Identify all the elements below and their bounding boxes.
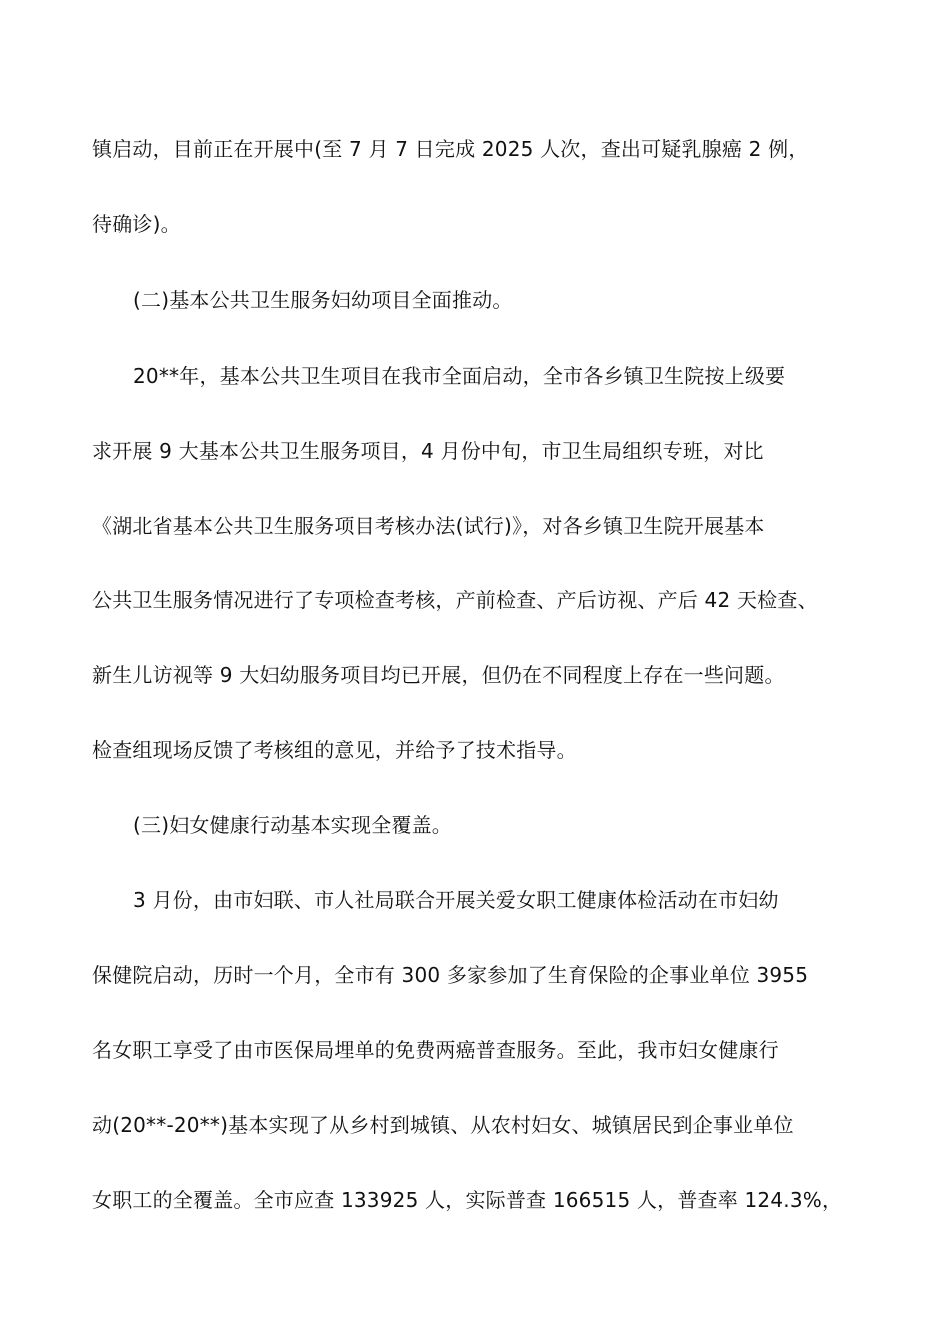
paragraph-line: 保健院启动，历时一个月，全市有 300 多家参加了生育保险的企事业单位 3955: [92, 963, 809, 987]
section-heading-2: (二)基本公共卫生服务妇幼项目全面推动。: [133, 288, 513, 312]
paragraph-line: 女职工的全覆盖。全市应查 133925 人，实际普查 166515 人，普查率 124.3%，: [92, 1188, 843, 1212]
paragraph-line: 求开展 9 大基本公共卫生服务项目，4 月份中旬，市卫生局组织专班，对比: [92, 439, 764, 463]
paragraph-line: 《湖北省基本公共卫生服务项目考核办法(试行)》，对各乡镇卫生院开展基本: [92, 514, 765, 538]
paragraph-line: 镇启动，目前正在开展中(至 7 月 7 日完成 2025 人次，查出可疑乳腺癌 2 例，: [92, 137, 809, 161]
paragraph-line: 3 月份，由市妇联、市人社局联合开展关爱女职工健康体检活动在市妇幼: [133, 888, 779, 912]
paragraph-line: 20**年，基本公共卫生项目在我市全面启动，全市各乡镇卫生院按上级要: [133, 364, 786, 388]
paragraph-line: 待确诊)。: [92, 212, 181, 236]
paragraph-line: 名女职工享受了由市医保局埋单的免费两癌普查服务。至此，我市妇女健康行: [92, 1038, 779, 1062]
paragraph-line: 公共卫生服务情况进行了专项检查考核，产前检查、产后访视、产后 42 天检查、: [92, 588, 818, 612]
section-heading-3: (三)妇女健康行动基本实现全覆盖。: [133, 813, 453, 837]
paragraph-line: 检查组现场反馈了考核组的意见，并给予了技术指导。: [92, 738, 577, 762]
paragraph-line: 新生儿访视等 9 大妇幼服务项目均已开展，但仍在不同程度上存在一些问题。: [92, 663, 785, 687]
paragraph-line: 动(20**-20**)基本实现了从乡村到城镇、从农村妇女、城镇居民到企事业单位: [92, 1113, 794, 1137]
